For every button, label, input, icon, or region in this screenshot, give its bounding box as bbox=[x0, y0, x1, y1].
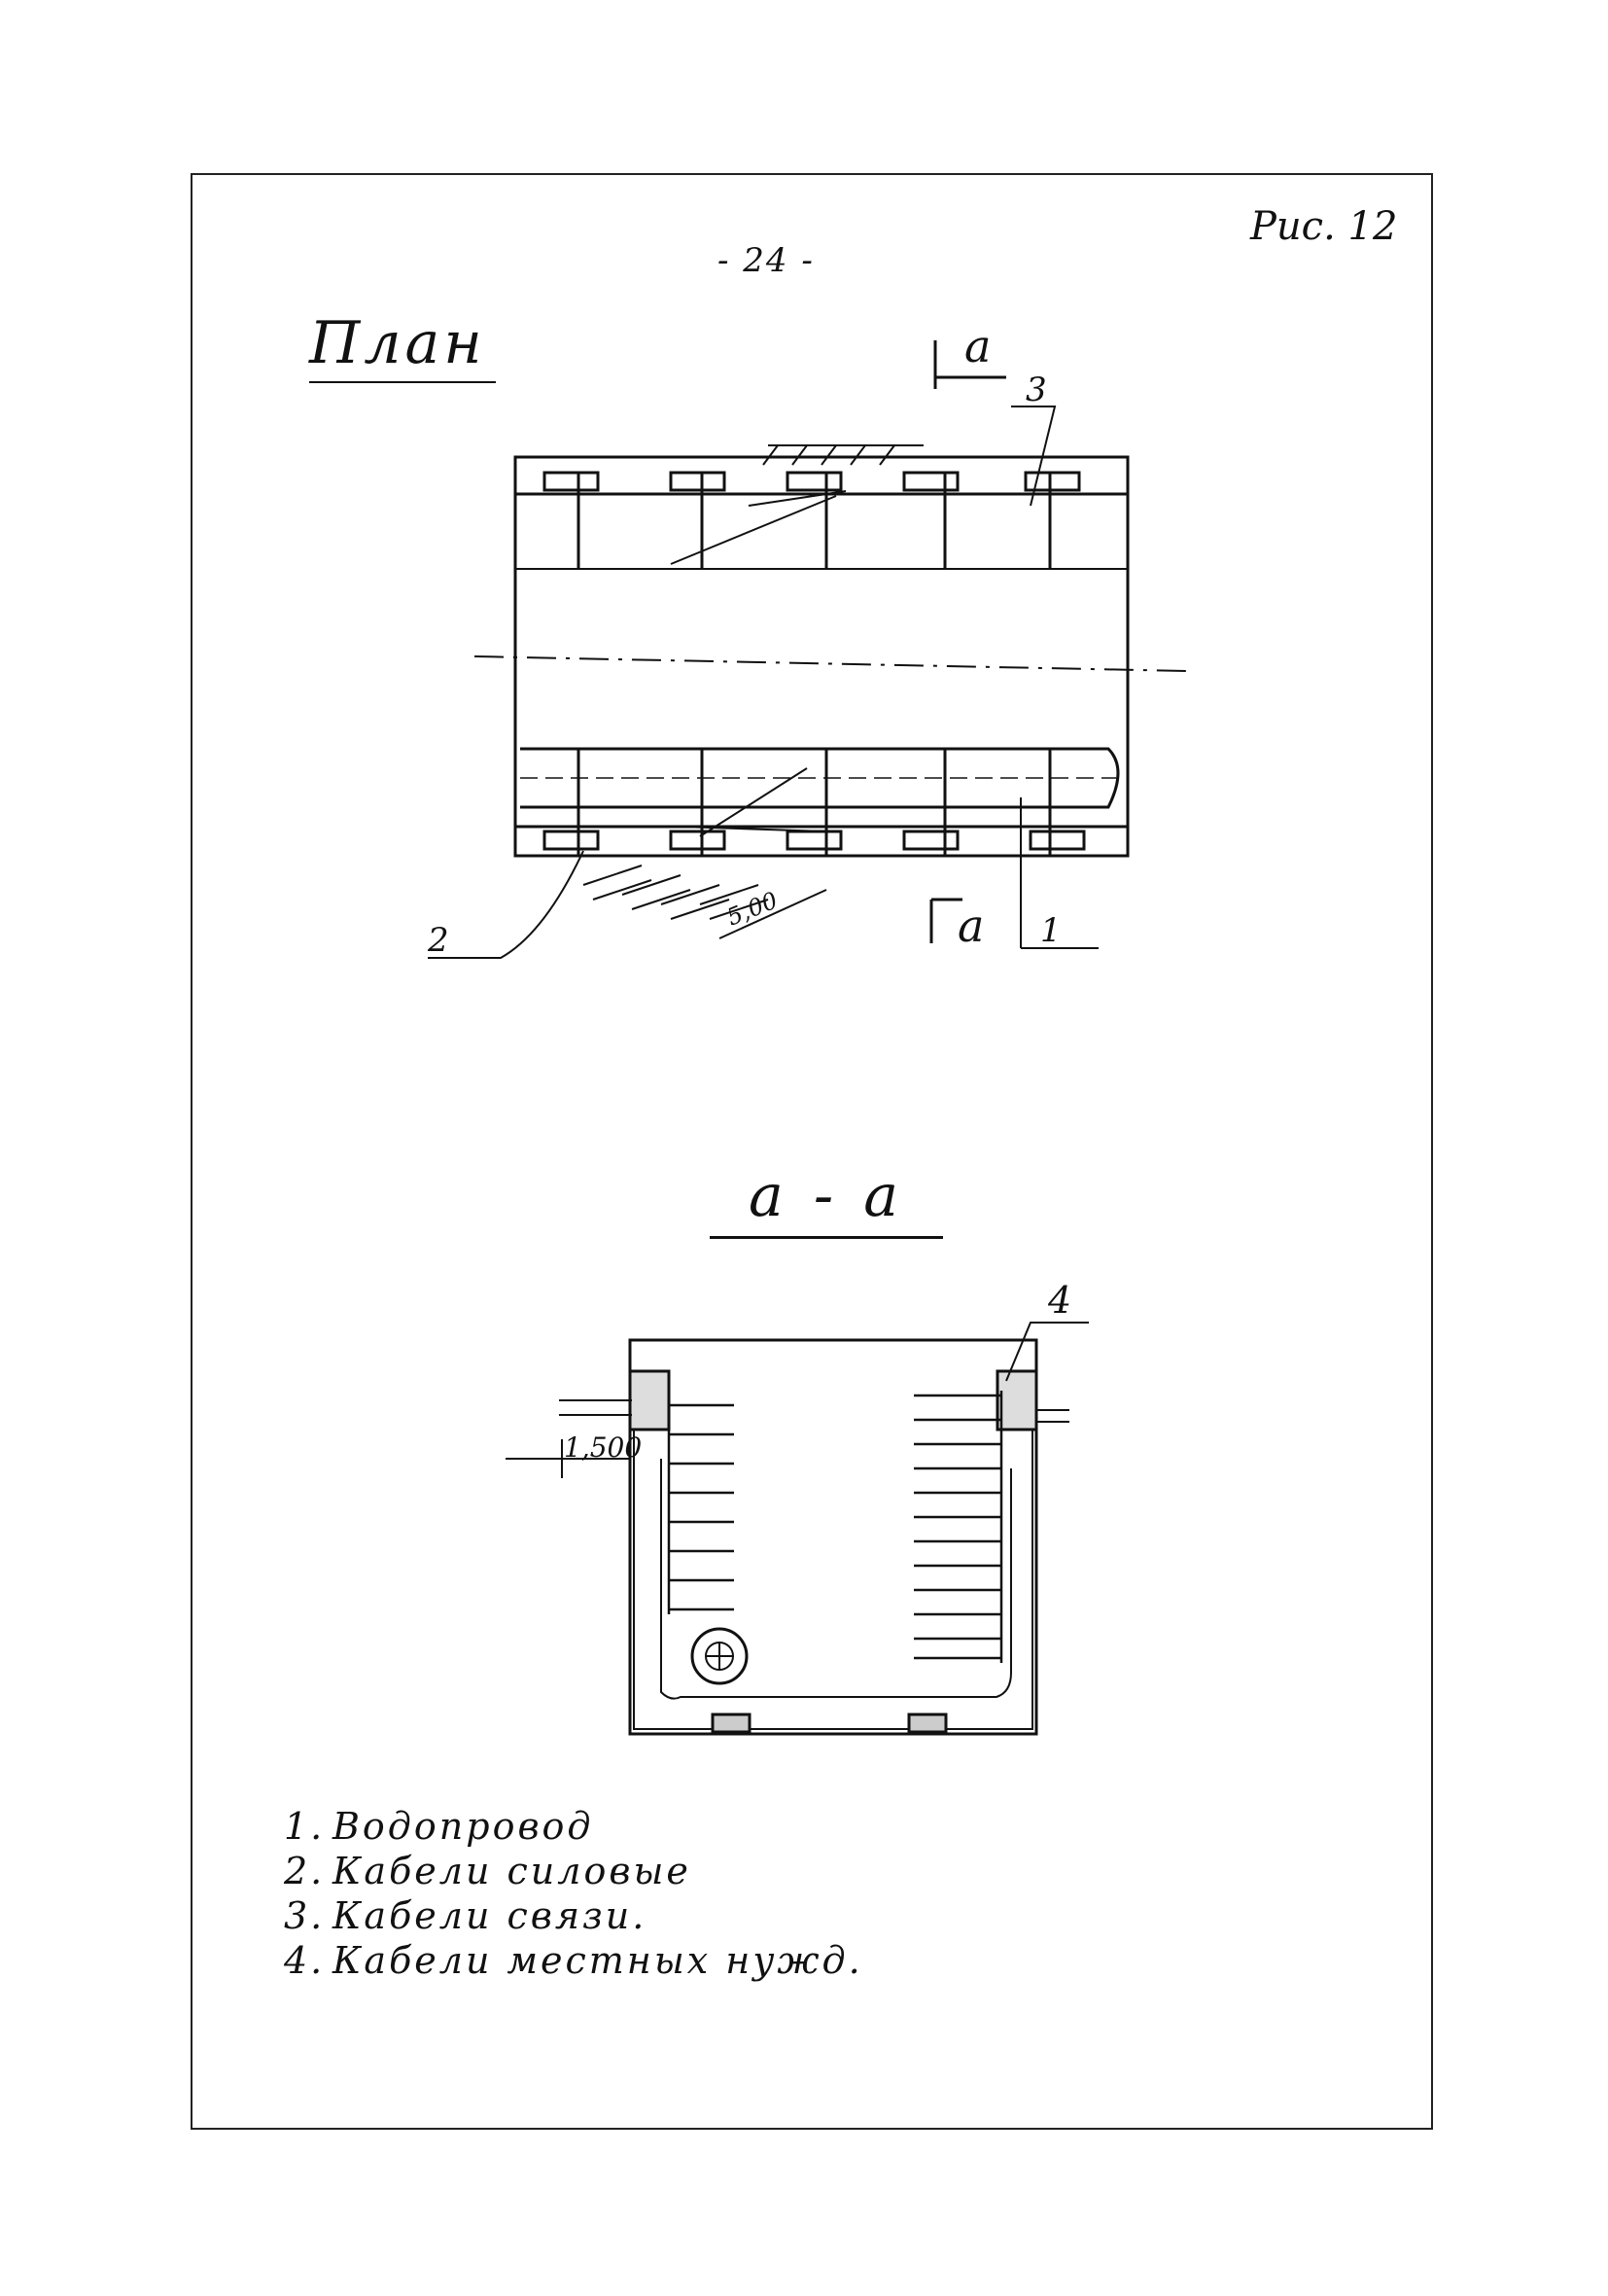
legend-item: 4. Кабели местных нужд. bbox=[284, 1939, 863, 1982]
axis-line bbox=[474, 656, 1186, 671]
legend-item: 2. Кабели силовые bbox=[284, 1850, 691, 1892]
callout-4: 4 bbox=[1048, 1279, 1072, 1322]
section-mark-label-bottom: а bbox=[958, 900, 985, 952]
legend bbox=[284, 1804, 863, 1983]
bottom-hatch bbox=[583, 768, 826, 919]
section-title: а - а bbox=[710, 1162, 943, 1239]
plan-outline bbox=[515, 457, 1128, 856]
section-mark-label-top: а bbox=[964, 320, 992, 372]
legend-item: 3. Кабели связи. bbox=[284, 1894, 647, 1937]
callout-1: 1 bbox=[1040, 911, 1062, 950]
plan-dimension: 5,00 bbox=[722, 886, 782, 932]
right-cable-rack bbox=[914, 1391, 1001, 1663]
plan-view bbox=[428, 340, 1186, 958]
leader-2 bbox=[428, 851, 583, 958]
page-number: - 24 - bbox=[717, 241, 815, 280]
top-brackets bbox=[544, 473, 1079, 569]
callout-3: 3 bbox=[1026, 371, 1047, 409]
plan-title: План bbox=[309, 309, 496, 383]
figure-label: Рис. 12 bbox=[1250, 204, 1398, 249]
top-hatch bbox=[671, 445, 924, 564]
legend-item: 1. Водопровод bbox=[284, 1805, 594, 1848]
section-outline bbox=[630, 1340, 1036, 1734]
bottom-brackets bbox=[544, 749, 1084, 856]
left-cable-rack bbox=[669, 1400, 734, 1614]
section-view bbox=[506, 1323, 1089, 1734]
callout-2: 2 bbox=[428, 921, 449, 960]
section-dimension: 1,500 bbox=[564, 1431, 643, 1464]
